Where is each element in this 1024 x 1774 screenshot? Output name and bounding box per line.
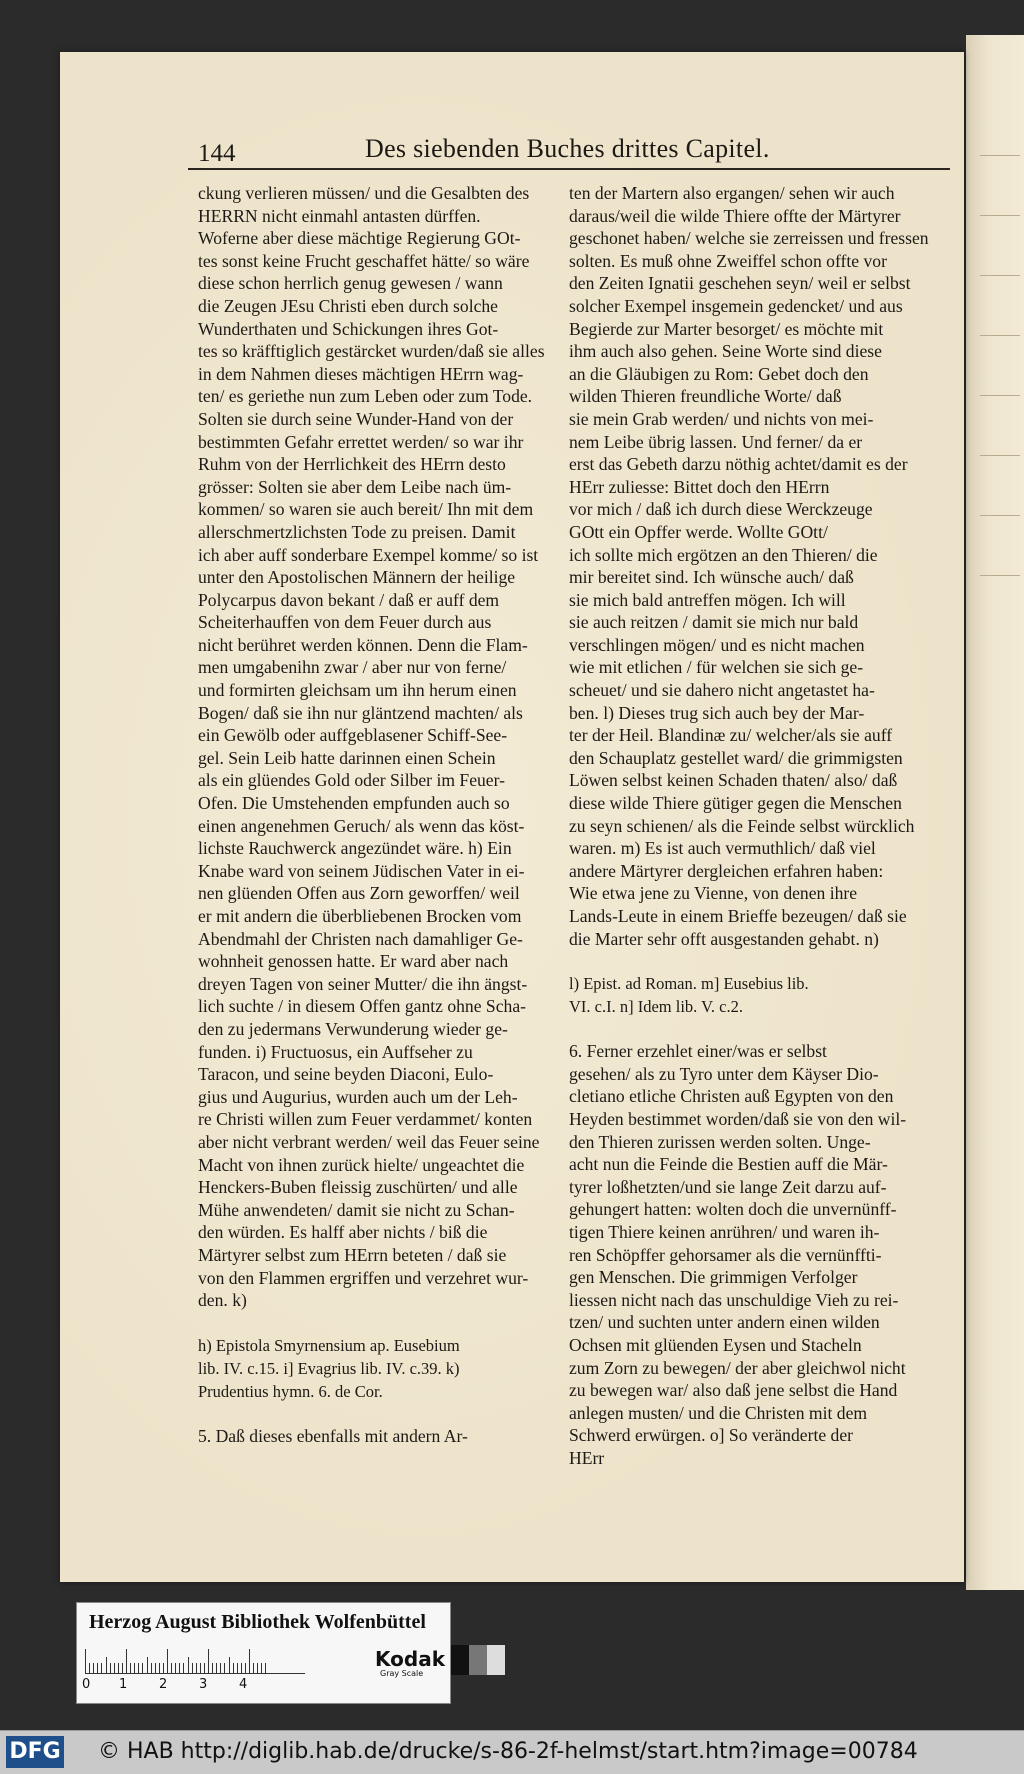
footnote-line: Prudentius hymn. 6. de Cor. (198, 1381, 383, 1401)
footnote-line: l) Epist. ad Roman. m] Eusebius lib. (569, 974, 809, 994)
text-line: nem Leibe übrig lassen. Und ferner/ da er (569, 431, 863, 452)
ruler-number: 2 (159, 1677, 168, 1692)
scanned-page (60, 52, 964, 1582)
ruler-number: 4 (239, 1677, 248, 1692)
ruler-tick (142, 1663, 143, 1673)
text-line: tzen/ und suchten unter andern einen wilden (569, 1312, 880, 1333)
ruler-tick (233, 1663, 234, 1673)
ruler-tick (89, 1663, 90, 1673)
text-line: Knabe ward von seinem Jüdischen Vater in ei- (198, 860, 525, 881)
ruler-tick (134, 1663, 135, 1673)
text-line: ter der Heil. Blandinæ zu/ welcher/als sie auff (569, 725, 893, 746)
text-line: Scheiterhauffen von dem Feuer durch aus (198, 612, 492, 633)
text-line: an die Gläubigen zu Rom: Gebet doch den (569, 363, 869, 384)
ruler-tick (212, 1663, 213, 1673)
ruler-tick (97, 1663, 98, 1673)
ruler-tick (151, 1663, 152, 1673)
page-number: 144 (198, 140, 236, 167)
ruler-tick (200, 1663, 201, 1673)
ruler-tick (192, 1663, 193, 1673)
footnote-line: VI. c.I. n] Idem lib. V. c.2. (569, 997, 743, 1017)
text-line: solten. Es muß ohne Zweiffel schon offte vor (569, 250, 887, 271)
ruler-tick (245, 1663, 246, 1673)
text-line: Macht von ihnen zurück hielte/ ungeachtet die (198, 1154, 525, 1175)
ruler-tick (196, 1663, 197, 1673)
text-line: lichste Rauchwerck angezündet wäre. h) Ein (198, 838, 512, 859)
section-5-start: 5. Daß dieses ebenfalls mit andern Ar- (198, 1425, 468, 1446)
text-line: Begierde zur Marter besorget/ es möchte mit (569, 318, 884, 339)
text-line: Heyden bestimmet worden/daß sie von den wil- (569, 1108, 907, 1129)
text-line: den. k) (198, 1290, 247, 1311)
text-line: ein Gewölb oder auffgeblasener Schiff-See- (198, 725, 508, 746)
ruler-tick (118, 1663, 119, 1673)
text-line: Ofen. Die Umstehenden empfunden auch so (198, 793, 510, 814)
text-line: dreyen Tagen von seiner Mutter/ die ihn ängst- (198, 973, 528, 994)
text-line: Löwen selbst keinen Schaden thaten/ also/ daß (569, 770, 898, 791)
text-line: Märtyrer selbst zum HErrn beteten / daß sie (198, 1244, 507, 1265)
text-line: den würden. Es halff aber nichts / biß die (198, 1222, 488, 1243)
spacer (569, 950, 940, 972)
text-line: ich sollte mich ergötzen an den Thieren/ die (569, 544, 878, 565)
text-line: Woferne aber diese mächtige Regierung GOt- (198, 228, 521, 249)
text-line: und formirten gleichsam um ihn herum einen (198, 680, 517, 701)
ruler-tick (175, 1663, 176, 1673)
text-line: Solten sie durch seine Wunder-Hand von der (198, 408, 514, 429)
text-line: diese wilde Thiere gütiger gegen die Menschen (569, 793, 902, 814)
text-line: Abendmahl der Christen nach damahliger Ge- (198, 928, 523, 949)
library-name: Herzog August Bibliothek Wolfenbüttel (89, 1611, 426, 1633)
text-line: bestimmten Gefahr errettet werden/ so war ihr (198, 431, 524, 452)
text-line: men umgabenihn zwar / aber nur von ferne/ (198, 657, 507, 678)
ruler-tick (114, 1663, 115, 1673)
ruler-tick (204, 1663, 205, 1673)
text-line: funden. i) Fructuosus, ein Auffseher zu (198, 1041, 473, 1062)
ruler-tick (167, 1649, 168, 1673)
text-line: kommen/ so waren sie auch bereit/ Ihn mit dem (198, 499, 534, 520)
text-line: wilden Thieren freundliche Worte/ daß (569, 386, 842, 407)
ruler-number: 3 (199, 1677, 208, 1692)
color-scale-card (76, 1602, 451, 1704)
text-line: tigen Thiere keinen anrühren/ und waren ih- (569, 1221, 880, 1242)
text-line: HErr zuliesse: Bittet doch den HErrn (569, 476, 830, 497)
text-line: scheuet/ und sie dahero nicht angetastet ha- (569, 680, 875, 701)
text-line: Ruhm von der Herrlichkeit des HErrn desto (198, 454, 506, 475)
ruler-tick (126, 1649, 127, 1673)
text-line: diese schon herrlich genug gewesen / wann (198, 273, 503, 294)
ruler-tick (249, 1649, 250, 1673)
text-line: ckung verlieren müssen/ und die Gesalbten des (198, 183, 530, 203)
header-rule (188, 168, 950, 170)
text-line: ren Schöpffer gehorsamer als die vernünffti- (569, 1244, 882, 1265)
text-line: mir bereitet sind. Ich wünsche auch/ daß (569, 567, 854, 588)
text-line: den Thieren zurissen werden solten. Unge- (569, 1131, 871, 1152)
text-line: Ochsen mit glüenden Eysen und Stacheln (569, 1334, 862, 1355)
text-line: den Zeiten Ignatii geschehen seyn/ weil er selbst (569, 273, 911, 294)
copyright-url[interactable]: © HAB http://diglib.hab.de/drucke/s-86-2f-helmst/start.htm?image=00784 (98, 1739, 918, 1764)
ruler-tick (257, 1663, 258, 1673)
text-line: 6. Ferner erzehlet einer/was er selbst (569, 1041, 827, 1062)
text-line: erst das Gebeth darzu nöthig achtet/damit es der (569, 454, 908, 475)
ruler-tick (253, 1663, 254, 1673)
text-line: daraus/weil die wilde Thiere offte der Märtyrer (569, 205, 901, 226)
text-line: die Zeugen JEsu Christi eben durch solche (198, 295, 498, 316)
adjacent-page-edge (966, 35, 1024, 1590)
text-line: HErr (569, 1447, 605, 1468)
text-line: tes so kräfftiglich gestärcket wurden/daß sie alles (198, 341, 545, 362)
text-line: den Schauplatz gestellet ward/ die grimmigsten (569, 747, 903, 768)
ruler-tick (216, 1663, 217, 1673)
text-line: Taracon, und seine beyden Diaconi, Eulo- (198, 1064, 494, 1085)
text-line: von den Flammen ergriffen und verzehret wur- (198, 1267, 529, 1288)
text-line: unter den Apostolischen Männern der heilige (198, 567, 516, 588)
text-line: ihm auch also gehen. Seine Worte sind diese (569, 341, 882, 362)
text-line: gel. Sein Leib hatte darinnen einen Schein (198, 747, 496, 768)
text-line: aber nicht verbrant werden/ weil das Feuer seine (198, 1131, 540, 1152)
text-line: grösser: Solten sie aber dem Leibe nach üm- (198, 476, 512, 497)
kodak-logo: Kodak (375, 1647, 445, 1671)
text-line: als ein glüendes Gold oder Silber im Feuer- (198, 770, 505, 791)
text-line: Bogen/ daß sie ihn nur gläntzend machten/ als (198, 702, 523, 723)
ruler-tick (179, 1663, 180, 1673)
ruler-tick (159, 1663, 160, 1673)
ruler-tick (147, 1657, 148, 1673)
text-line: tyrer loßhetzten/und sie lange Zeit darzu auf- (569, 1176, 887, 1197)
text-line: waren. m) Es ist auch vermuthlich/ daß viel (569, 838, 876, 859)
text-line: zum Zorn zu bewegen/ der aber gleichwol nicht (569, 1357, 906, 1378)
text-line: sie auch reitzen / damit sie mich nur bald (569, 612, 859, 633)
footnote-line: h) Epistola Smyrnensium ap. Eusebium (198, 1335, 460, 1355)
text-line: einen angenehmen Geruch/ als wenn das köst- (198, 815, 525, 836)
text-line: in dem Nahmen dieses mächtigen HErrn wag- (198, 363, 524, 384)
text-line: zu seyn schienen/ als die Feinde selbst würcklich (569, 815, 915, 836)
text-line: Polycarpus davon bekant / daß er auff dem (198, 589, 500, 610)
text-line: nen glüenden Offen aus Zorn geworffen/ weil (198, 883, 520, 904)
text-line: wie mit etlichen / für welchen sie sich ge- (569, 657, 864, 678)
ruler-tick (155, 1663, 156, 1673)
text-line: anlegen musten/ und die Christen mit dem (569, 1402, 868, 1423)
gray-patch-black (451, 1645, 469, 1675)
text-line: gius und Augurius, wurden auch um der Leh- (198, 1086, 518, 1107)
text-line: verschlingen mögen/ und es nicht machen (569, 634, 865, 655)
text-line: vor mich / daß ich durch diese Werckzeuge (569, 499, 873, 520)
text-line: gehungert hatten: wolten doch die unvernünff- (569, 1199, 897, 1220)
ruler-tick (261, 1663, 262, 1673)
gray-patch-mid (469, 1645, 487, 1675)
text-line: liessen nicht nach das unschuldige Vieh zu rei- (569, 1289, 899, 1310)
spacer (569, 1018, 940, 1040)
text-line: acht nun die Feinde die Bestien auff die Mär- (569, 1154, 888, 1175)
text-line: Henckers-Buben fleissig zuschürten/ und alle (198, 1177, 518, 1198)
dfg-logo: DFG (6, 1736, 64, 1768)
ruler-tick (220, 1663, 221, 1673)
text-line: zu bewegen war/ also daß jene selbst die Hand (569, 1380, 898, 1401)
text-line: solcher Exempel insgemein gedencket/ und aus (569, 295, 903, 316)
text-line: ben. l) Dieses trug sich auch bey der Mar- (569, 702, 865, 723)
ruler-tick (138, 1663, 139, 1673)
right-column-body (569, 182, 940, 950)
text-line: cletiano etliche Christen auß Egypten von den (569, 1086, 894, 1107)
text-line: Lands-Leute in einem Brieffe bezeugen/ daß sie (569, 906, 907, 926)
text-line: die Marter sehr offt ausgestanden gehabt. n) (569, 928, 879, 949)
ruler-tick (171, 1663, 172, 1673)
left-footnotes (198, 1334, 548, 1403)
text-line: lich suchte / in diesem Offen gantz ohne Scha- (198, 996, 526, 1017)
text-line: gesehen/ als zu Tyro unter dem Käyser Dio- (569, 1063, 879, 1084)
text-line: ten der Martern also ergangen/ sehen wir auch (569, 183, 895, 203)
ruler (85, 1645, 305, 1674)
running-head: Des siebenden Buches drittes Capitel. (365, 134, 770, 163)
ruler-tick (163, 1663, 164, 1673)
ruler-tick (183, 1663, 184, 1673)
text-line: ich aber auff sonderbare Exempel komme/ so ist (198, 544, 539, 565)
spacer (198, 1403, 548, 1425)
ruler-tick (188, 1657, 189, 1673)
ruler-tick (208, 1649, 209, 1673)
text-line: HERRN nicht einmahl antasten dürffen. (198, 205, 481, 226)
text-line: re Christi willen zum Feuer verdammet/ konten (198, 1109, 533, 1130)
text-line: Wunderthaten und Schickungen ihres Got- (198, 318, 499, 339)
text-line: gen Menschen. Die grimmigen Verfolger (569, 1267, 858, 1288)
text-line: allerschmertzlichsten Tode zu preisen. Damit (198, 521, 516, 542)
right-footnotes (569, 972, 940, 1018)
ruler-tick (265, 1663, 266, 1673)
footnote-line: lib. IV. c.15. i] Evagrius lib. IV. c.39. k) (198, 1358, 460, 1378)
left-column-body (198, 182, 548, 1312)
text-line: tes sonst keine Frucht geschaffet hätte/ so wäre (198, 250, 530, 271)
ruler-tick (229, 1657, 230, 1673)
text-line: GOtt ein Opffer werde. Wollte GOtt/ (569, 521, 828, 542)
left-column (198, 182, 548, 1447)
ruler-tick (106, 1657, 107, 1673)
ruler-tick (224, 1663, 225, 1673)
text-line: er mit andern die überbliebenen Brocken vom (198, 906, 522, 926)
ruler-tick (85, 1649, 86, 1673)
text-line: Schwerd erwürgen. o] So veränderte der (569, 1425, 853, 1446)
ruler-tick (93, 1663, 94, 1673)
ruler-number: 0 (82, 1677, 91, 1692)
ruler-tick (101, 1663, 102, 1673)
gray-patch-light (487, 1645, 505, 1675)
text-line: sie mein Grab werden/ und nichts von mei- (569, 408, 874, 429)
text-line: Mühe anwendeten/ damit sie nicht zu Schan- (198, 1199, 515, 1220)
section-6 (569, 1040, 940, 1469)
text-line: den zu jedermans Verwunderung wieder ge- (198, 1018, 508, 1039)
ruler-number: 1 (119, 1677, 128, 1692)
spacer (198, 1312, 548, 1334)
footer-bar (0, 1730, 1024, 1774)
text-line: geschonet haben/ welche sie zerreissen und fressen (569, 228, 929, 249)
text-line: wohnheit genossen hatte. Er ward aber nach (198, 951, 509, 972)
text-line: sie mich bald antreffen mögen. Ich will (569, 589, 846, 610)
ruler-tick (241, 1663, 242, 1673)
text-line: Wie etwa jene zu Vienne, von denen ihre (569, 883, 858, 904)
text-line: andere Märtyrer dergleichen erfahren haben: (569, 860, 884, 881)
right-column (569, 182, 940, 1469)
ruler-tick (130, 1663, 131, 1673)
text-line: nicht berühret werden können. Denn die Flam- (198, 634, 528, 655)
ruler-tick (110, 1663, 111, 1673)
ruler-tick (122, 1663, 123, 1673)
text-line: ten/ es geriethe nun zum Leben oder zum Tode. (198, 386, 533, 407)
ruler-tick (237, 1663, 238, 1673)
gray-scale-label: Gray Scale (380, 1669, 424, 1678)
